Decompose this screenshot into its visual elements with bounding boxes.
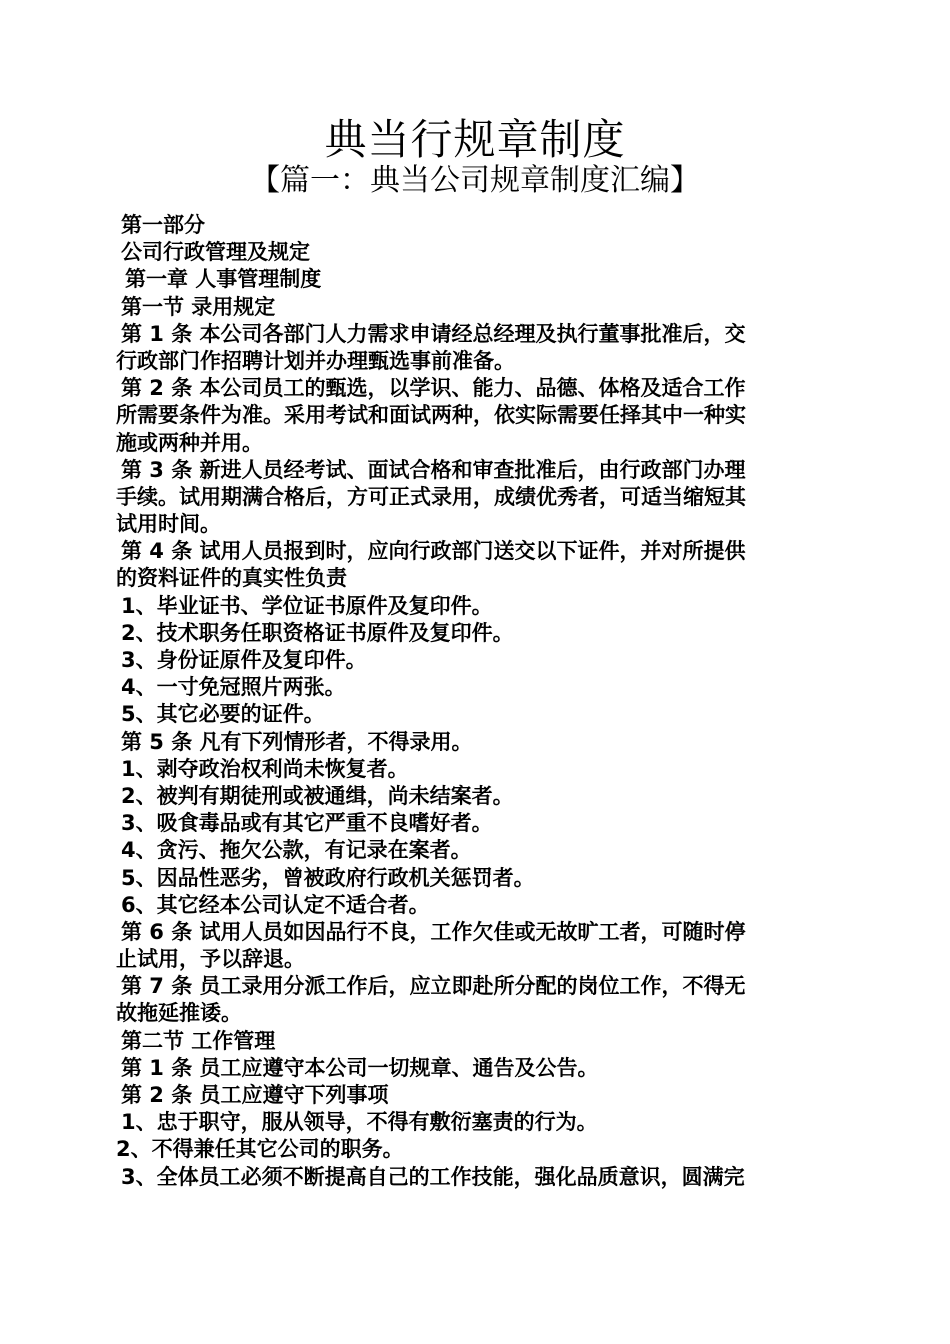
body-line: 第一章 人事管理制度 xyxy=(125,267,322,292)
body-line: 第 5 条 凡有下列情形者，不得录用。 xyxy=(121,729,473,754)
body-line: 5、因品性恶劣，曾被政府行政机关惩罚者。 xyxy=(121,865,535,890)
body-line: 第 2 条 本公司员工的甄选，以学识、能力、品德、体格及适合工作 xyxy=(121,376,746,401)
document-subtitle: 【篇一：典当公司规章制度汇编】 xyxy=(250,163,700,198)
body-line: 2、技术职务任职资格证书原件及复印件。 xyxy=(121,620,514,645)
body-line: 1、忠于职守，服从领导，不得有敷衍塞责的行为。 xyxy=(121,1110,598,1135)
body-line: 6、其它经本公司认定不适合者。 xyxy=(121,892,430,917)
body-line: 3、身份证原件及复印件。 xyxy=(121,648,367,672)
body-line: 公司行政管理及规定 xyxy=(121,240,310,265)
body-line: 行政部门作招聘计划并办理甄选事前准备。 xyxy=(116,348,515,373)
body-line: 第一部分 xyxy=(121,213,205,237)
body-line: 施或两种并用。 xyxy=(116,430,263,455)
document-title: 典当行规章制度 xyxy=(324,115,626,164)
body-line: 2、不得兼任其它公司的职务。 xyxy=(116,1137,404,1162)
body-line: 第一节 录用规定 xyxy=(121,294,276,319)
body-line: 所需要条件为准。采用考试和面试两种，依实际需要任择其中一种实 xyxy=(116,403,746,428)
body-line: 3、全体员工必须不断提高自己的工作技能，强化品质意识，圆满完 xyxy=(121,1164,745,1189)
document-body xyxy=(116,212,838,1191)
body-line: 第二节 工作管理 xyxy=(121,1028,276,1053)
body-line: 4、贪污、拖欠公款，有记录在案者。 xyxy=(121,838,472,863)
body-line: 止试用，予以辞退。 xyxy=(116,947,305,972)
body-line: 第 3 条 新进人员经考试、面试合格和审查批准后，由行政部门办理 xyxy=(121,457,746,482)
body-line: 3、吸食毒品或有其它严重不良嗜好者。 xyxy=(121,811,493,836)
body-line: 4、一寸免冠照片两张。 xyxy=(121,675,346,700)
body-line: 2、被判有期徒刑或被通缉，尚未结案者。 xyxy=(121,783,514,808)
body-line: 的资料证件的真实性负责 xyxy=(116,566,347,591)
body-line: 第 6 条 试用人员如因品行不良，工作欠佳或无故旷工者，可随时停 xyxy=(121,919,746,944)
body-line: 第 4 条 试用人员报到时，应向行政部门送交以下证件，并对所提供 xyxy=(121,539,746,564)
body-line: 试用时间。 xyxy=(116,512,221,537)
body-line: 第 1 条 本公司各部门人力需求申请经总经理及执行董事批准后，交 xyxy=(121,321,746,346)
body-line: 第 2 条 员工应遵守下列事项 xyxy=(121,1083,389,1107)
body-line: 1、剥夺政治权利尚未恢复者。 xyxy=(121,756,409,781)
body-line: 1、毕业证书、学位证书原件及复印件。 xyxy=(121,593,493,618)
body-line: 手续。试用期满合格后，方可正式录用，成绩优秀者，可适当缩短其 xyxy=(116,484,746,509)
body-line: 5、其它必要的证件。 xyxy=(121,702,325,727)
body-line: 第 1 条 员工应遵守本公司一切规章、通告及公告。 xyxy=(121,1055,599,1080)
body-line: 故拖延推诿。 xyxy=(116,1001,242,1026)
body-line: 第 7 条 员工录用分派工作后，应立即赴所分配的岗位工作，不得无 xyxy=(121,974,746,999)
